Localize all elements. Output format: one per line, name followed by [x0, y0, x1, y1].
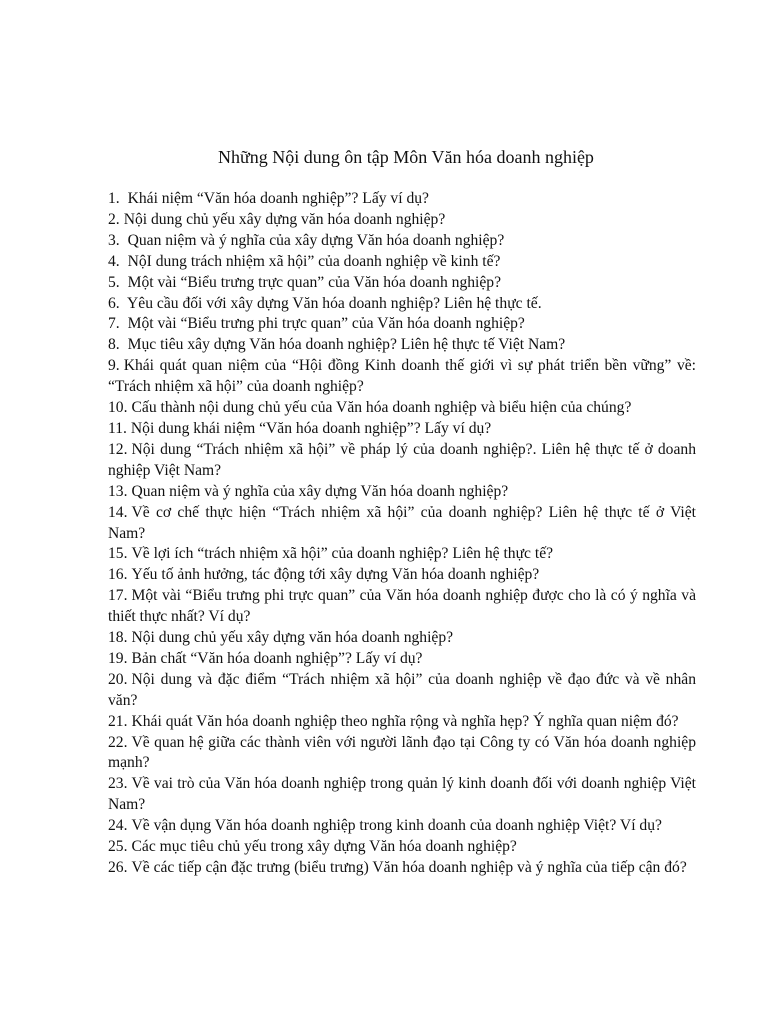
- question-text: Về các tiếp cận đặc trưng (biểu trưng) Văn hóa doanh nghiệp và ý nghĩa của tiếp cận đó?: [131, 859, 687, 876]
- question-number: 3.: [108, 231, 120, 249]
- list-item: [108, 670, 696, 712]
- list-item: [108, 565, 696, 586]
- question-number: 15.: [108, 545, 128, 563]
- question-text: Một vài “Biểu trưng phi trực quan” của Văn hóa doanh nghiệp?: [123, 315, 525, 333]
- list-item: [108, 544, 696, 565]
- question-text: Nội dung “Trách nhiệm xã hội” về pháp lý của doanh nghiệp?. Liên hệ thực tế ở doanh nghiệp Việt Nam?: [108, 440, 696, 479]
- list-item: [108, 837, 696, 858]
- question-number: 17.: [108, 587, 128, 605]
- list-item: [108, 314, 696, 335]
- question-text: Về quan hệ giữa các thành viên với người lãnh đạo tại Công ty có Văn hóa doanh nghiệp mạnh?: [108, 733, 696, 772]
- question-number: 18.: [108, 629, 128, 647]
- question-text: Khái quát quan niệm của “Hội đồng Kinh doanh thế giới vì sự phát triển bền vững” về: “Trách nhiệm xã hội” của doanh nghiệp?: [108, 357, 696, 396]
- question-number: 2.: [108, 210, 120, 228]
- question-text: Nội dung chủ yếu xây dựng văn hóa doanh nghiệp?: [123, 210, 446, 228]
- question-text: Yếu tố ảnh hưởng, tác động tới xây dựng Văn hóa doanh nghiệp?: [131, 566, 540, 584]
- list-item: [108, 210, 696, 231]
- question-text: Khái niệm “Văn hóa doanh nghiệp”? Lấy ví dụ?: [123, 190, 429, 207]
- question-number: 6.: [108, 294, 120, 312]
- list-item: [108, 231, 696, 252]
- question-text: Nội dung khái niệm “Văn hóa doanh nghiệp”? Lấy ví dụ?: [130, 419, 492, 437]
- list-item: [108, 858, 696, 879]
- list-item: [108, 586, 696, 628]
- list-item: [108, 733, 696, 775]
- list-item: [108, 712, 696, 733]
- question-number: 10.: [108, 399, 128, 417]
- document-title: Những Nội dung ôn tập Môn Văn hóa doanh nghiệp: [218, 147, 594, 167]
- list-item: [108, 482, 696, 503]
- list-item: [108, 252, 696, 273]
- question-number: 11.: [108, 419, 127, 437]
- question-text: Khái quát Văn hóa doanh nghiệp theo nghĩa rộng và nghĩa hẹp? Ý nghĩa quan niệm đó?: [131, 712, 679, 730]
- question-text: Một vài “Biểu trưng phi trực quan” của Văn hóa doanh nghiệp được cho là có ý nghĩa và thiết thực nhất? Ví dụ?: [108, 587, 696, 626]
- question-text: NộI dung trách nhiệm xã hội” của doanh nghiệp về kinh tế?: [123, 252, 501, 270]
- question-text: Một vài “Biểu trưng trực quan” của Văn hóa doanh nghiệp?: [123, 273, 502, 291]
- list-item: [108, 503, 696, 545]
- question-text: Cấu thành nội dung chủ yếu của Văn hóa doanh nghiệp và biểu hiện của chúng?: [131, 399, 632, 417]
- list-item: [108, 628, 696, 649]
- list-item: [108, 398, 696, 419]
- question-text: Về cơ chế thực hiện “Trách nhiệm xã hội” của doanh nghiệp? Liên hệ thực tế ở Việt Nam?: [108, 503, 696, 542]
- question-number: 25.: [108, 838, 128, 856]
- question-number: 12.: [108, 440, 128, 458]
- question-number: 5.: [108, 273, 120, 291]
- list-item: [108, 294, 696, 315]
- list-item: [108, 440, 696, 482]
- list-item: [108, 774, 696, 816]
- question-number: 16.: [108, 566, 128, 584]
- question-text: Quan niệm và ý nghĩa của xây dựng Văn hóa doanh nghiệp?: [123, 231, 505, 249]
- question-text: Yêu cầu đối với xây dựng Văn hóa doanh nghiệp? Liên hệ thực tế.: [123, 294, 542, 312]
- question-number: 14.: [108, 503, 128, 521]
- question-text: Nội dung và đặc điểm “Trách nhiệm xã hội” của doanh nghiệp về đạo đức và về nhân văn?: [108, 670, 696, 709]
- list-item: [108, 335, 696, 356]
- question-number: 19.: [108, 649, 128, 667]
- question-text: Bản chất “Văn hóa doanh nghiệp”? Lấy ví dụ?: [131, 649, 423, 667]
- question-number: 20.: [108, 670, 128, 688]
- question-number: 13.: [108, 482, 128, 500]
- question-number: 8.: [108, 336, 120, 354]
- list-item: [108, 816, 696, 837]
- question-text: Quan niệm và ý nghĩa của xây dựng Văn hóa doanh nghiệp?: [131, 482, 509, 500]
- question-text: Về vận dụng Văn hóa doanh nghiệp trong kinh doanh của doanh nghiệp Việt? Ví dụ?: [131, 817, 662, 835]
- question-number: 23.: [108, 775, 128, 793]
- list-item: [108, 356, 696, 398]
- question-text: Các mục tiêu chủ yếu trong xây dựng Văn hóa doanh nghiệp?: [131, 838, 517, 856]
- question-text: Mục tiêu xây dựng Văn hóa doanh nghiệp? Liên hệ thực tế Việt Nam?: [123, 336, 566, 354]
- question-list: [108, 189, 696, 879]
- question-text: Nội dung chủ yếu xây dựng văn hóa doanh nghiệp?: [131, 629, 454, 647]
- question-number: 24.: [108, 817, 128, 835]
- question-number: 1.: [108, 190, 120, 207]
- question-number: 7.: [108, 315, 120, 333]
- list-item: [108, 273, 696, 294]
- question-number: 22.: [108, 733, 128, 751]
- list-item: [108, 419, 696, 440]
- question-text: Về vai trò của Văn hóa doanh nghiệp trong quản lý kinh doanh đối với doanh nghiệp Việt Nam?: [108, 775, 696, 814]
- list-item: [108, 649, 696, 670]
- question-number: 9.: [108, 357, 120, 375]
- question-number: 26.: [108, 859, 128, 876]
- question-text: Về lợi ích “trách nhiệm xã hội” của doanh nghiệp? Liên hệ thực tế?: [131, 545, 554, 563]
- question-number: 4.: [108, 252, 120, 270]
- list-item: [108, 189, 696, 210]
- question-number: 21.: [108, 712, 128, 730]
